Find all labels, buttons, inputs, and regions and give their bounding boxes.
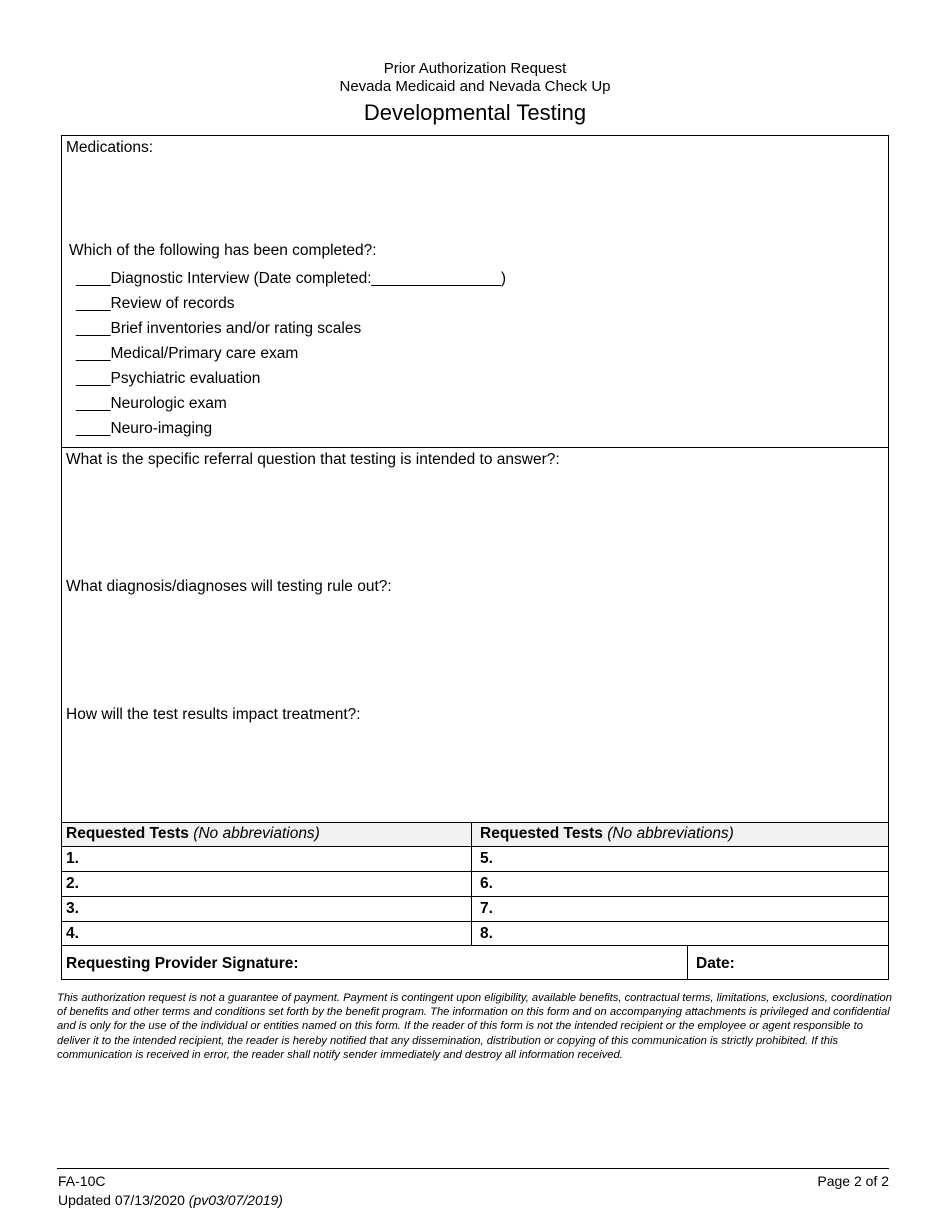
test-field-1[interactable]: 1. (66, 850, 79, 867)
test-field-5[interactable]: 5. (480, 850, 493, 867)
footer-rule (57, 1168, 889, 1169)
completed-question: Which of the following has been completed?: (69, 242, 377, 259)
medications-label: Medications: (66, 139, 154, 156)
impact-question-label: How will the test results impact treatment?: (66, 706, 361, 723)
header-line-2: Nevada Medicaid and Nevada Check Up (339, 78, 611, 95)
tests-header-right: Requested Tests (No abbreviations) (480, 825, 734, 842)
section-divider (61, 447, 889, 448)
form-id: FA-10C (58, 1173, 106, 1189)
test-field-7[interactable]: 7. (480, 900, 493, 917)
test-field-8[interactable]: 8. (480, 925, 493, 942)
checklist-item-medical-exam[interactable]: ____Medical/Primary care exam (76, 345, 299, 362)
test-field-2[interactable]: 2. (66, 875, 79, 892)
checklist-item-neurologic-exam[interactable]: ____Neurologic exam (76, 395, 227, 412)
tests-row-line (61, 921, 889, 922)
page-number: Page 2 of 2 (817, 1173, 889, 1189)
page-title: Developmental Testing (363, 100, 587, 125)
signature-field[interactable]: Requesting Provider Signature: (66, 955, 299, 972)
diagnosis-question-label: What diagnosis/diagnoses will testing rule out?: (66, 578, 392, 595)
header-line-1: Prior Authorization Request (383, 60, 567, 77)
tests-top-line (61, 822, 889, 823)
form-frame (61, 135, 889, 980)
signature-date-divider (687, 945, 688, 980)
checklist-item-review-records[interactable]: ____Review of records (76, 295, 235, 312)
checklist-item-psychiatric-evaluation[interactable]: ____Psychiatric evaluation (76, 370, 261, 387)
checklist-item-brief-inventories[interactable]: ____Brief inventories and/or rating scales (76, 320, 362, 337)
test-field-4[interactable]: 4. (66, 925, 79, 942)
checklist-item-neuro-imaging[interactable]: ____Neuro-imaging (76, 420, 213, 437)
tests-row-line (61, 871, 889, 872)
test-field-3[interactable]: 3. (66, 900, 79, 917)
updated-date: Updated 07/13/2020 (pv03/07/2019) (58, 1192, 283, 1208)
tests-column-divider (471, 822, 472, 945)
tests-row-line (61, 896, 889, 897)
test-field-6[interactable]: 6. (480, 875, 493, 892)
tests-bottom-line (61, 945, 889, 946)
referral-question-label: What is the specific referral question that testing is intended to answer?: (66, 451, 560, 468)
disclaimer-text: This authorization request is not a guarantee of payment. Payment is contingent upon eligibility, available benefits, contractual terms, limitations, exclusions, coordination of benefits and other terms and conditions set forth by the benefit program. The information on this form and on accompanying attachments is privileged and confidential and is only for the use of the individual or entities named on this form. If the reader of this form is not the intended recipient or the employee or agent responsible to deliver it to the intended recipient, the reader is hereby notified that any dissemination, distribution or copying of this communication is strictly prohibited. If this communication is received in error, the reader shall notify sender immediately and destroy all information received. (57, 992, 892, 1061)
checklist-item-diagnostic-interview[interactable]: ____Diagnostic Interview (Date completed:_______________) (76, 270, 506, 287)
date-field[interactable]: Date: (696, 955, 735, 972)
tests-header-left: Requested Tests (No abbreviations) (66, 825, 320, 842)
tests-header-line (61, 846, 889, 847)
